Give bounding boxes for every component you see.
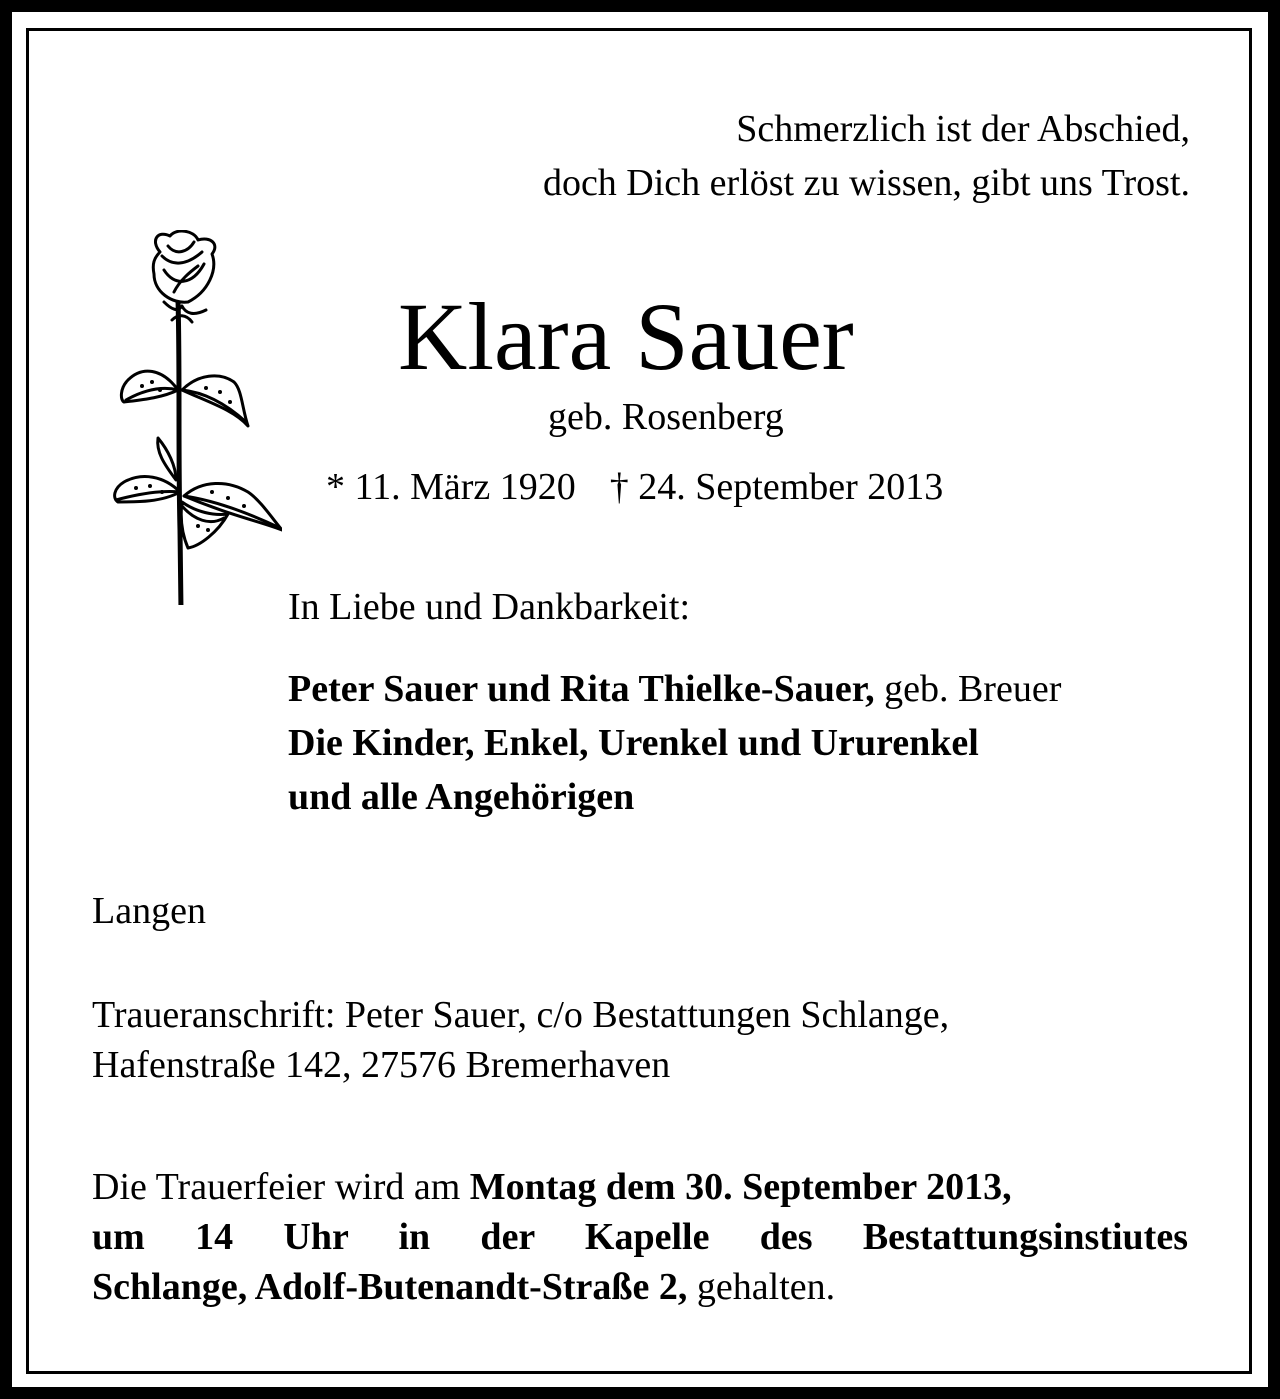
- address-line-1: Traueranschrift: Peter Sauer, c/o Bestattungen Schlange,: [92, 994, 950, 1036]
- family-line-3: und alle Angehörigen: [288, 776, 635, 818]
- place: Langen: [92, 890, 206, 932]
- service-date: Montag dem 30. September 2013,: [469, 1166, 1012, 1208]
- family-line-1-rest: geb. Breuer: [874, 668, 1062, 710]
- service-line-1: [92, 1162, 1188, 1212]
- obituary-notice: [12, 12, 1268, 1387]
- life-dates: [326, 468, 943, 506]
- service-location: Schlange, Adolf-Butenandt-Straße 2,: [92, 1266, 688, 1308]
- service-end: gehalten.: [687, 1266, 836, 1308]
- service-intro: Die Trauerfeier wird am: [92, 1166, 470, 1208]
- family-line-1: [288, 662, 1061, 716]
- motto-line-2: doch Dich erlöst zu wissen, gibt uns Trost.: [542, 162, 1190, 204]
- family-line-2: Die Kinder, Enkel, Urenkel und Ururenkel: [288, 722, 979, 764]
- deceased-name: Klara Sauer: [398, 283, 854, 390]
- death-date: † 24. September 2013: [609, 466, 944, 508]
- motto: [543, 102, 1190, 210]
- birth-date: * 11. März 1920: [326, 466, 576, 508]
- motto-line-1: Schmerzlich ist der Abschied,: [736, 108, 1190, 150]
- rose-icon: [102, 230, 282, 605]
- funeral-service-info: [92, 1162, 1188, 1312]
- mourning-address: [92, 990, 949, 1090]
- family-signatures: [288, 662, 1061, 824]
- thanks-line: In Liebe und Dankbarkeit:: [288, 586, 691, 628]
- maiden-name: geb. Rosenberg: [548, 396, 784, 438]
- address-line-2: Hafenstraße 142, 27576 Bremerhaven: [92, 1044, 671, 1086]
- service-line-2: um 14 Uhr in der Kapelle des Bestattungsinstiutes: [92, 1216, 1188, 1258]
- service-line-3: [92, 1262, 1188, 1312]
- family-line-1-bold: Peter Sauer und Rita Thielke-Sauer,: [288, 668, 875, 710]
